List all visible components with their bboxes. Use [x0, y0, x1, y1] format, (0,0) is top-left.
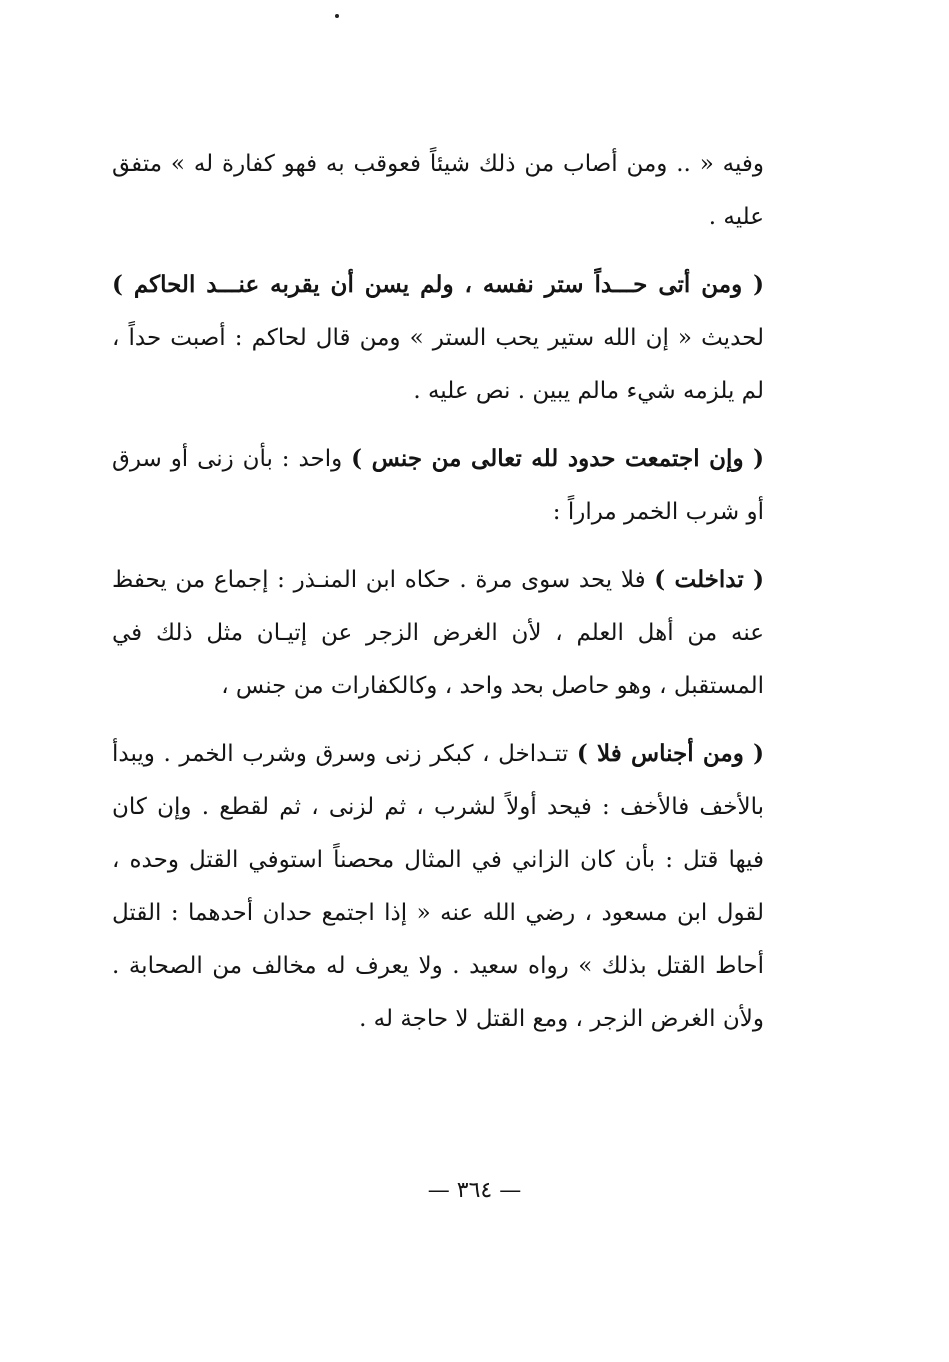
- paragraph-tadakhul: [112, 553, 764, 713]
- page-number: — ٣٦٤ —: [427, 1178, 522, 1203]
- main-text: [112, 138, 764, 1052]
- paragraph-body: لحديث « إن الله ستير يحب الستر » ومن قال لحاكم : أصبت حداً ، لم يلزمه شيء مالم يبين . نص عليه .: [112, 325, 764, 404]
- paragraph-body: وفيه « .. ومن أصاب من ذلك شيئاً فعوقب به فهو كفارة له » متفق عليه .: [112, 151, 764, 230]
- paragraph-body: واحد : بأن زنى أو سرق أو شرب الخمر مراراً :: [112, 446, 764, 525]
- paragraph-body: فلا يحد سوى مرة . حكاه ابن المنـذر : إجماع من يحفظ عنه من أهل العلم ، لأن الغرض الزجر عن إتيـان مثل ذلك في المستقبل ، وهو حاصل بحد واحد ، وكالكفارات من جنس ،: [112, 567, 764, 699]
- paragraph-heading: ( ومن أجناس فلا ): [576, 740, 764, 767]
- paragraph-satr: [112, 258, 764, 418]
- paragraph-heading: ( وإن اجتمعت حدود لله تعالى من جنس ): [351, 445, 765, 472]
- paragraph-body: تتـداخل ، كبكر زنى وسرق وشرب الخمر . ويبدأ بالأخف فالأخف : فيحد أولاً لشرب ، ثم لزنى ، ثم لقطع . وإن كان فيها قتل : بأن كان الزاني في المثال محصناً استوفي القتل وحده ، لقول ابن مسعود ، رضي الله عنه « إذا اجتمع حدان أحدهما : القتل أحاط القتل بذلك » رواه سعيد . ولا يعرف له مخالف من الصحابة . ولأن الغرض الزجر ، ومع القتل لا حاجة له .: [112, 741, 764, 1032]
- paragraph-ajnas: [112, 727, 764, 1046]
- paragraph-hadith-kaffara: [112, 138, 764, 244]
- top-mark: [335, 14, 339, 18]
- paragraph-ijtima: [112, 432, 764, 539]
- paragraph-heading: ( تداخلت ): [654, 566, 765, 593]
- paragraph-heading: ( ومن أتى حـــداً ستر نفسه ، ولم يسن أن يقربه عنـــد الحاكم ): [112, 271, 764, 298]
